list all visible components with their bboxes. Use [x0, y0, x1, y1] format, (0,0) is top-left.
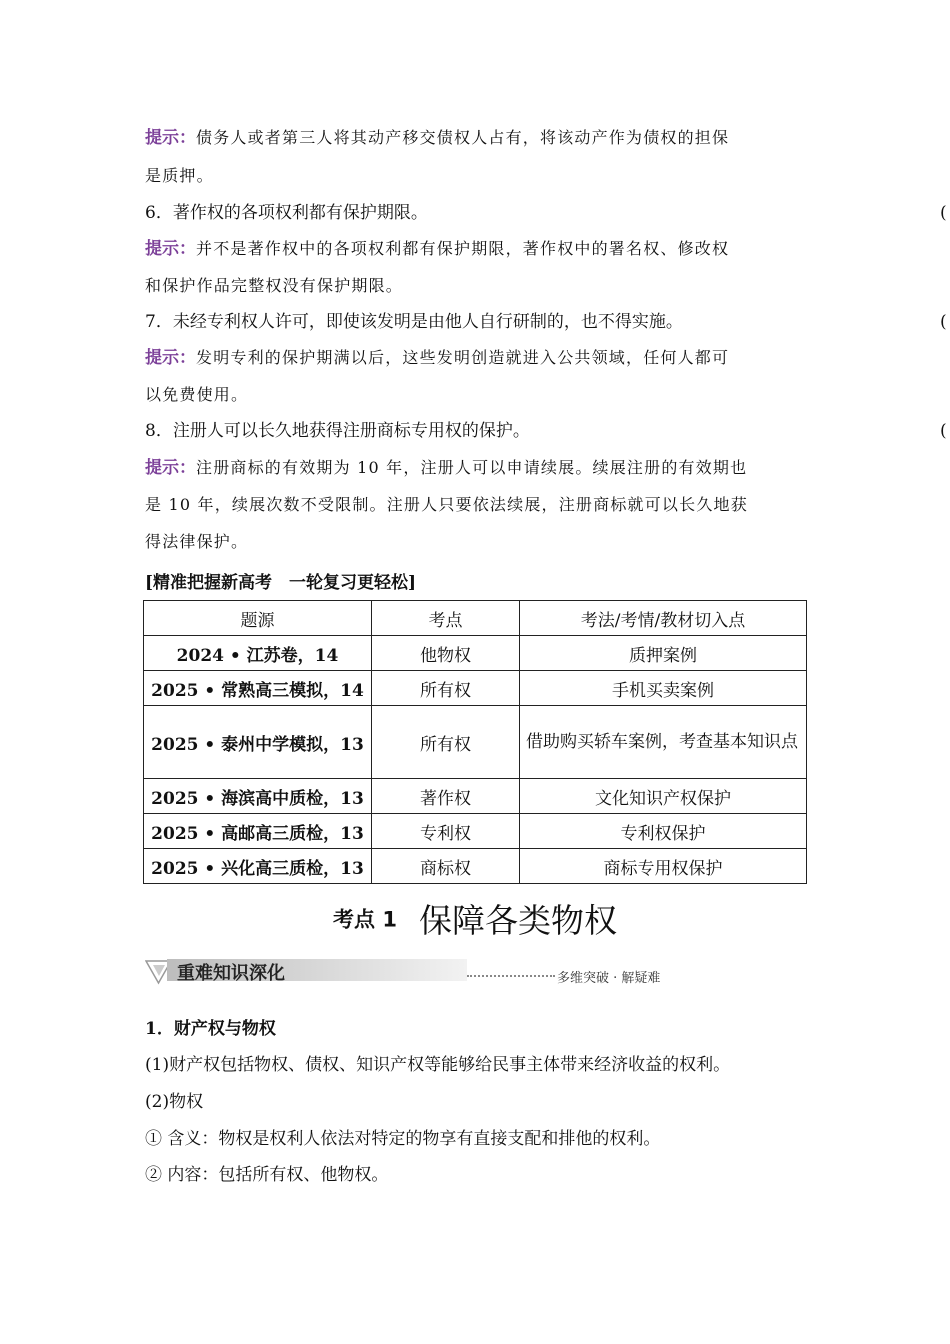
- hint-text: 发明专利的保护期满以后，这些发明创造就进入公共领域，任何人都可: [196, 348, 730, 367]
- answer-paren: (: [940, 421, 947, 441]
- table-cell: 文化知识产权保护: [520, 779, 807, 814]
- hint-text: 以免费使用。: [145, 385, 249, 404]
- table-cell: 借助购买轿车案例，考查基本知识点: [520, 706, 807, 779]
- table-header-row: [144, 601, 807, 636]
- table-cell: 专利权保护: [520, 814, 807, 849]
- table-cell: 著作权: [372, 779, 520, 814]
- table-cell: 2025 • 常熟高三模拟，14: [144, 671, 372, 706]
- table-cell: 商标权: [372, 849, 520, 884]
- question-6: 6．著作权的各项权利都有保护期限。: [145, 203, 428, 223]
- table-cell: 他物权: [372, 636, 520, 671]
- table-cell: 专利权: [372, 814, 520, 849]
- hint-text: 得法律保护。: [145, 532, 249, 551]
- hint-block-6: [145, 239, 810, 259]
- table-header: 题源: [144, 601, 372, 636]
- answer-paren: (: [940, 203, 947, 223]
- topic-label: 考点 1: [333, 907, 397, 932]
- question-7: 7．未经专利权人许可，即使该发明是由他人自行研制的，也不得实施。: [145, 312, 683, 332]
- hint-text: 并不是著作权中的各项权利都有保护期限，著作权中的署名权、修改权: [196, 239, 730, 258]
- content-heading: 1．财产权与物权: [145, 1019, 276, 1039]
- table-cell: 2025 • 高邮高三质检，13: [144, 814, 372, 849]
- banner-dots: [467, 975, 555, 977]
- answer-paren: (: [940, 312, 947, 332]
- table-cell: 质押案例: [520, 636, 807, 671]
- table-cell: 所有权: [372, 671, 520, 706]
- question-8: 8．注册人可以长久地获得注册商标专用权的保护。: [145, 421, 530, 441]
- table-row: [144, 849, 807, 884]
- hint-label: 提示：: [145, 239, 196, 259]
- table-row: [144, 706, 807, 779]
- table-cell: 2024 • 江苏卷，14: [144, 636, 372, 671]
- table-cell: 所有权: [372, 706, 520, 779]
- hint-block-7: [145, 348, 810, 368]
- hint-text: 是 10 年，续展次数不受限制。注册人只要依法续展，注册商标就可以长久地获: [145, 495, 748, 514]
- hint-label: 提示：: [145, 128, 196, 148]
- table-row: [144, 814, 807, 849]
- section-title: [精准把握新高考 一轮复习更轻松]: [145, 573, 417, 593]
- hint-block-5: [145, 128, 810, 148]
- table-cell: 2025 • 兴化高三质检，13: [144, 849, 372, 884]
- hint-label: 提示：: [145, 348, 196, 368]
- content-line: (1)财产权包括物权、债权、知识产权等能够给民事主体带来经济收益的权利。: [145, 1055, 731, 1075]
- banner-title: 重难知识深化: [177, 963, 285, 984]
- hint-label: 提示：: [145, 458, 196, 478]
- table-header: 考点: [372, 601, 520, 636]
- content-line: ① 含义：物权是权利人依法对特定的物享有直接支配和排他的权利。: [145, 1129, 661, 1149]
- section-banner: [145, 957, 661, 993]
- table-row: [144, 636, 807, 671]
- hint-text: 债务人或者第三人将其动产移交债权人占有，将该动产作为债权的担保: [196, 128, 730, 147]
- hint-text: 是质押。: [145, 166, 214, 185]
- content-line: ② 内容：包括所有权、他物权。: [145, 1165, 389, 1185]
- topic-heading: [0, 895, 950, 942]
- table-row: [144, 779, 807, 814]
- table-cell: 手机买卖案例: [520, 671, 807, 706]
- hint-text: 注册商标的有效期为 10 年，注册人可以申请续展。续展注册的有效期也: [196, 458, 748, 477]
- table-cell: 2025 • 海滨高中质检，13: [144, 779, 372, 814]
- banner-subtitle: 多维突破 · 解疑难: [557, 971, 661, 986]
- hint-text: 和保护作品完整权没有保护期限。: [145, 276, 404, 295]
- table-header: 考法/考情/教材切入点: [520, 601, 807, 636]
- hint-block-8: [145, 458, 810, 478]
- exam-source-table: [143, 600, 807, 884]
- table-row: [144, 671, 807, 706]
- table-cell: 商标专用权保护: [520, 849, 807, 884]
- content-line: (2)物权: [145, 1092, 204, 1112]
- table-cell: 2025 • 泰州中学模拟，13: [144, 706, 372, 779]
- topic-title: 保障各类物权: [418, 901, 617, 940]
